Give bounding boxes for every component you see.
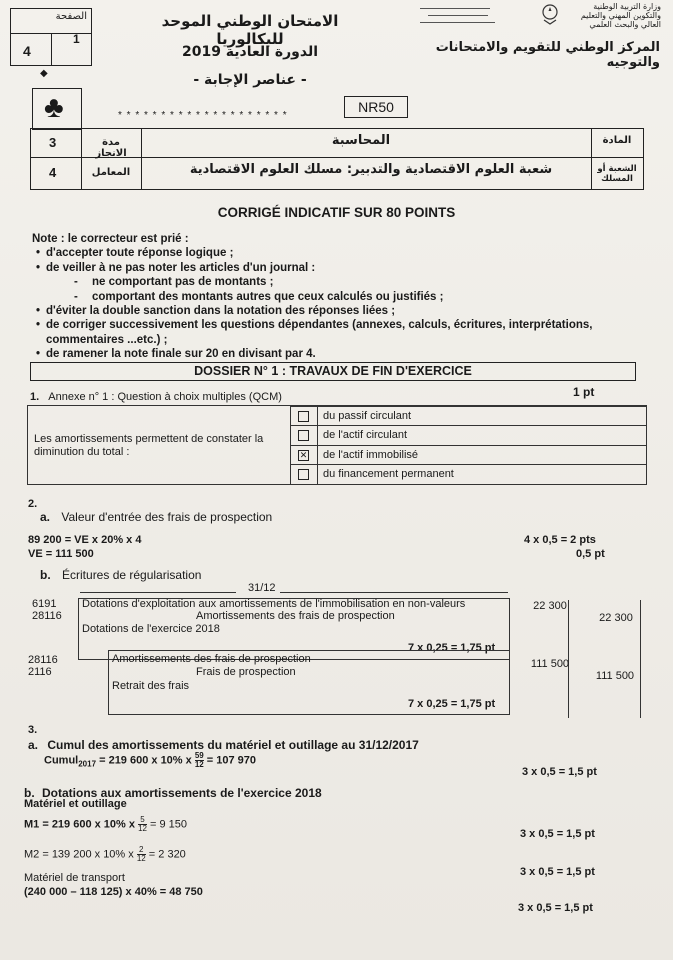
entry2-amt-debit: 111 500	[530, 658, 570, 670]
q3a-pts: 3 x 0,5 = 1,5 pt	[522, 766, 597, 778]
q3b-label: b.	[24, 786, 35, 800]
mt-pts: 3 x 0,5 = 1,5 pt	[518, 902, 593, 914]
m1-pts: 3 x 0,5 = 1,5 pt	[520, 828, 595, 840]
stars-line: * * * * * * * * * * * * * * * * * * * *	[118, 110, 288, 121]
duration-value: 3	[49, 135, 57, 150]
note-item-cont: commentaires ...etc.) ;	[46, 333, 168, 346]
entry2-acc-debit: 28116	[28, 654, 58, 666]
q3b-title: Dotations aux amortissements de l'exercice 2018	[42, 786, 322, 800]
entry1-desc: Dotations de l'exercice 2018	[82, 623, 220, 635]
center-name: المركز الوطني للتقويم والامتحانات والتوجيه	[435, 40, 660, 70]
note-subitem: - ne comportant pas de montants ;	[92, 275, 592, 289]
qcm-checkbox[interactable]	[298, 469, 309, 480]
q2-calc2: VE = 111 500	[28, 548, 94, 560]
exam-code: NR50	[344, 96, 408, 118]
cumul-sub: 2017	[78, 759, 97, 769]
ministry-name: وزارة التربية الوطنية والتكوين المهني والتعليم العالي والبحث العلمي	[580, 2, 661, 29]
journal-date: 31/12	[248, 582, 276, 594]
cumul-result: = 107 970	[206, 754, 257, 767]
page-num: 1	[73, 32, 80, 46]
duration-label: مدة الانجاز	[95, 137, 127, 159]
branch-value: شعبة العلوم الاقتصادية والتدبير: مسلك العلوم الاقتصادية	[189, 162, 553, 177]
q2-num: 2.	[28, 498, 38, 510]
diamond-icon: ◆	[40, 68, 48, 79]
qcm-option-label: de l'actif immobilisé	[323, 449, 419, 461]
qcm-table	[27, 405, 647, 485]
m2-result: = 2 320	[148, 848, 186, 861]
m1-calc: M1 = 219 600 x 10% x	[24, 818, 135, 831]
entry1-amt-credit: 22 300	[599, 612, 633, 624]
m2-formula	[24, 846, 186, 863]
q1-heading	[30, 391, 282, 403]
entry2-label-credit: Frais de prospection	[196, 666, 296, 678]
entry1-amt-debit: 22 300	[533, 600, 567, 612]
m2-frac-n: 2	[137, 846, 146, 855]
qcm-option-label: de l'actif circulant	[323, 429, 408, 441]
q2b-heading	[40, 568, 201, 582]
q2b-title: Écritures de régularisation	[62, 568, 202, 582]
page-label: الصفحة	[55, 11, 87, 22]
note-intro: Note : le correcteur est prié :	[32, 233, 189, 245]
qcm-checkbox[interactable]	[298, 411, 309, 422]
club-icon: ♣	[44, 91, 64, 124]
qcm-option[interactable]	[290, 445, 646, 465]
entry1-pts: 7 x 0,25 = 1,75 pt	[408, 642, 496, 654]
q2a-title: Valeur d'entrée des frais de prospection	[61, 510, 273, 524]
m1-frac-n: 5	[138, 816, 147, 825]
qcm-option-label: du financement permanent	[323, 468, 454, 480]
subject-label: المادة	[602, 135, 632, 146]
note-item: • d'accepter toute réponse logique ;	[46, 246, 592, 260]
club-box	[32, 88, 82, 130]
cumul-formula	[44, 752, 256, 769]
branch-label: الشعبة أو المسلك	[597, 164, 637, 184]
q2a-heading	[40, 510, 272, 524]
cumul-frac-d: 12	[194, 760, 204, 769]
q2-calc1: 89 200 = VE x 20% x 4	[28, 534, 142, 546]
m2-frac-d: 12	[136, 854, 146, 863]
q2a-label: a.	[40, 510, 51, 524]
session: الدورة العادية 2019	[181, 44, 319, 60]
coef-label: المعامل	[91, 167, 131, 178]
entry1-label-credit: Amortissements des frais de prospection	[196, 610, 395, 622]
subject-value: المحاسبة	[331, 133, 391, 148]
exam-title: الامتحان الوطني الموحد للبكالوريا	[161, 12, 339, 48]
entry2-acc-credit: 2116	[28, 666, 52, 678]
note-item: • de corriger successivement les questions dépendantes (annexes, calculs, écritures, interprétations,	[46, 318, 592, 332]
q2-pts1: 4 x 0,5 = 2 pts	[524, 534, 596, 546]
note-item: • d'éviter la double sanction dans la notation des réponses liées ;	[46, 304, 592, 318]
qcm-statement: Les amortissements permettent de constater la diminution du total :	[34, 433, 264, 458]
m2-pts: 3 x 0,5 = 1,5 pt	[520, 866, 595, 878]
q1-title: Annexe n° 1 : Question à choix multiples (QCM)	[48, 391, 282, 403]
q1-num: 1.	[30, 391, 40, 403]
q1-points: 1 pt	[573, 385, 595, 399]
coef-value: 4	[49, 165, 57, 180]
q2-pts2: 0,5 pt	[576, 548, 605, 560]
qcm-checkbox[interactable]	[298, 430, 309, 441]
cumul-prefix: Cumul	[44, 754, 79, 767]
journal	[30, 594, 512, 714]
cumul-calc: = 219 600 x 10% x	[99, 754, 192, 767]
subject-table	[30, 128, 644, 190]
emblem-icon	[538, 2, 562, 26]
note-item: • de ramener la note finale sur 20 en divisant par 4.	[46, 347, 592, 361]
q3-num: 3.	[28, 724, 38, 736]
mt-title: Matériel de transport	[24, 872, 125, 884]
answer-elements: - عناصر الإجابة -	[193, 72, 307, 88]
entry1-label-debit: Dotations d'exploitation aux amortissements de l'immobilisation en non-valeurs	[82, 598, 466, 610]
qcm-checkbox[interactable]: ✕	[299, 450, 308, 460]
entry2-pts: 7 x 0,25 = 1,75 pt	[408, 698, 496, 710]
tifinagh-text	[420, 2, 512, 32]
q3a-heading	[28, 738, 419, 752]
dossier-title: DOSSIER N° 1 : TRAVAUX DE FIN D'EXERCICE	[30, 362, 636, 381]
m1-frac-d: 12	[138, 824, 147, 833]
date-line-right	[280, 592, 508, 593]
entry2-desc: Retrait des frais	[112, 680, 190, 692]
qcm-option[interactable]	[290, 425, 646, 445]
entry1-acc-credit: 28116	[32, 610, 62, 622]
note-subitem: - comportant des montants autres que ceux calculés ou justifiés ;	[92, 290, 592, 304]
entry2-label-debit: Amortissements des frais de prospection	[112, 653, 311, 665]
date-line-left	[80, 592, 236, 593]
m1-result: = 9 150	[150, 818, 188, 831]
qcm-option[interactable]	[290, 406, 646, 426]
entry2-amt-credit: 111 500	[595, 670, 635, 682]
entry1-acc-debit: 6191	[32, 598, 57, 610]
mt-calc: (240 000 – 118 125) x 40% = 48 750	[24, 886, 203, 898]
qcm-option[interactable]	[290, 464, 646, 484]
m1-formula	[24, 816, 187, 833]
mo-title: Matériel et outillage	[24, 798, 127, 810]
page-total: 4	[23, 43, 31, 59]
q3a-label: a.	[28, 738, 39, 752]
main-title: CORRIGÉ INDICATIF SUR 80 POINTS	[217, 205, 456, 220]
q2b-label: b.	[40, 568, 51, 582]
m2-calc: M2 = 139 200 x 10% x	[24, 848, 134, 861]
q3a-title: Cumul des amortissements du matériel et outillage au 31/12/2017	[47, 738, 419, 752]
correction-note	[32, 232, 592, 362]
page-number-box	[10, 8, 92, 66]
qcm-option-label: du passif circulant	[323, 410, 412, 422]
note-item: • de veiller à ne pas noter les articles d'un journal :	[46, 261, 592, 275]
cumul-frac-n: 59	[194, 751, 204, 760]
credit-column-line	[640, 600, 641, 718]
